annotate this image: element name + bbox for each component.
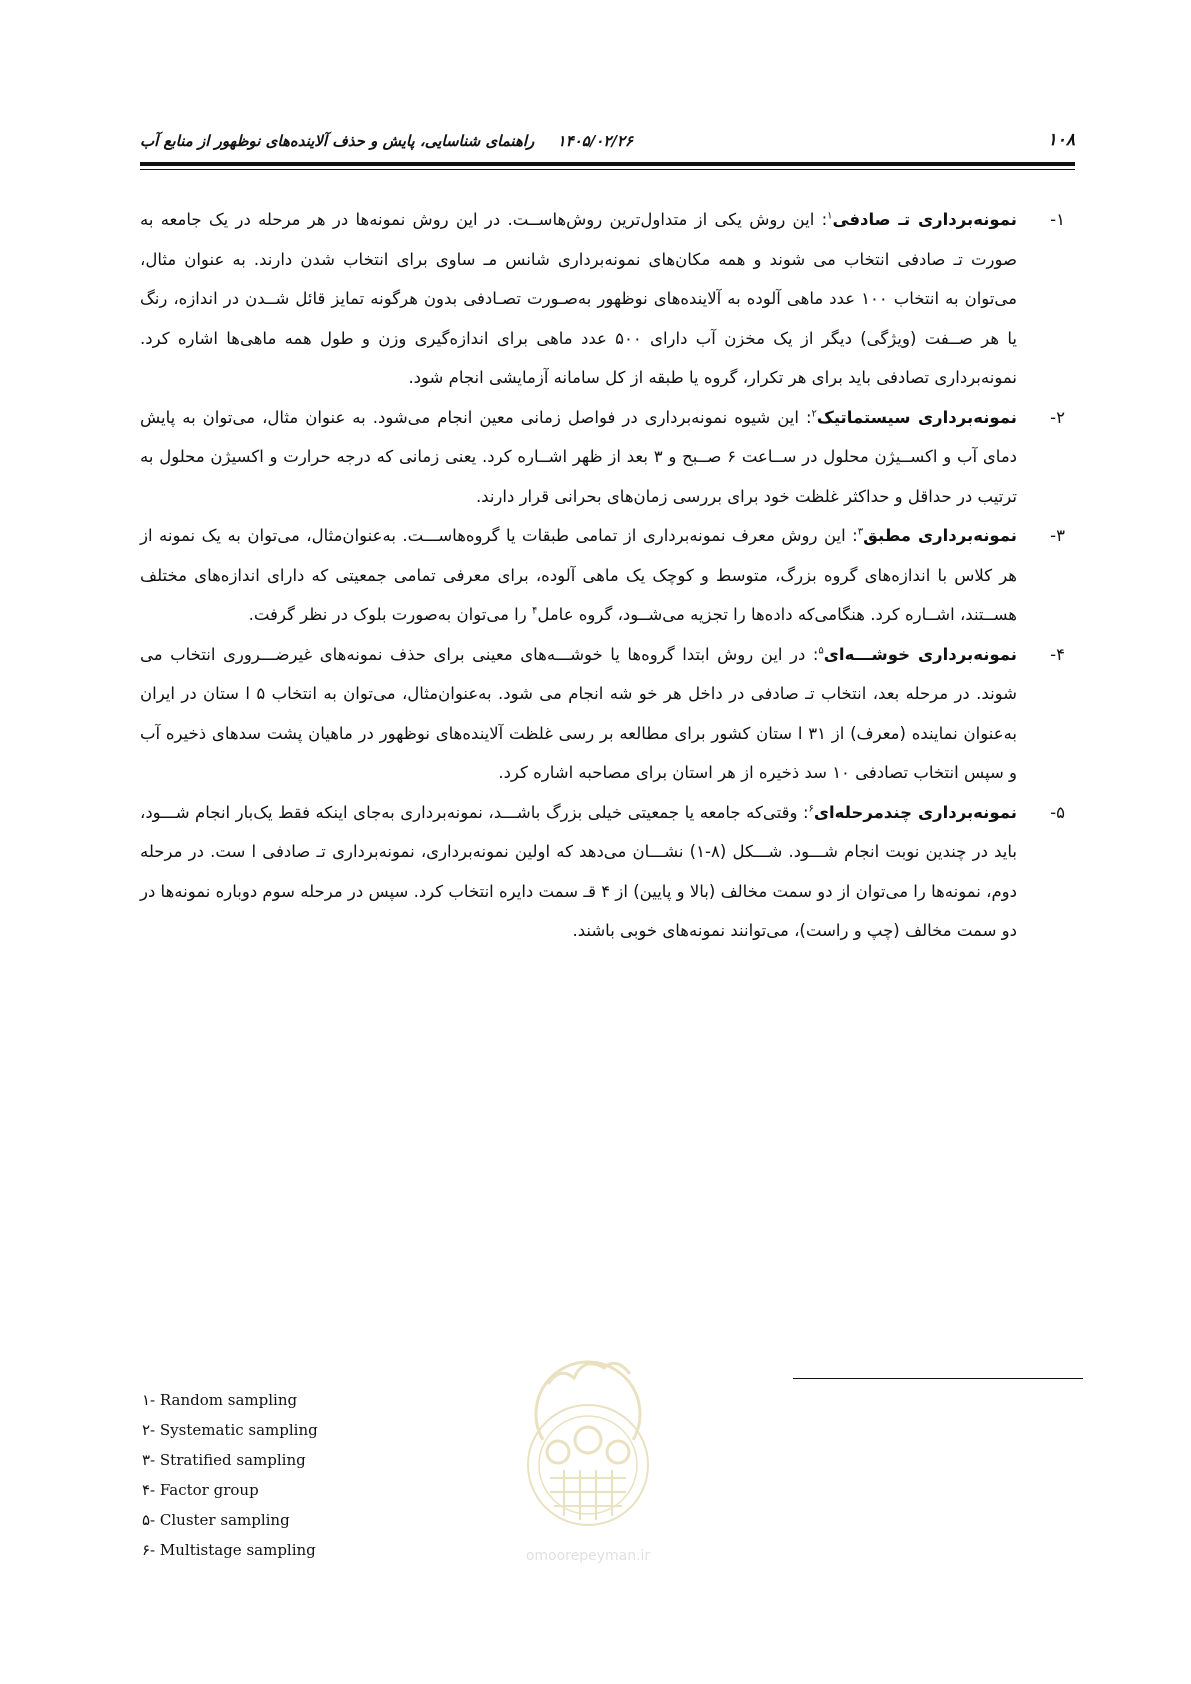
header-title-text: راهنمای شناسایی، پایش و حذف آلاینده‌های نوظهور از منابع آب [140,132,535,150]
item-number: ۵- [1050,802,1065,822]
footnote-item: ۴- Factor group [142,1481,259,1499]
item-number: ۴- [1050,644,1065,664]
list-item [140,398,1075,517]
item-number: ۳- [1050,526,1065,545]
list-item [140,516,1075,635]
footnote-ref: ۶ [808,803,814,814]
list-item [140,793,1075,951]
watermark [488,1340,688,1580]
footnotes [142,1385,318,1565]
header-rule-thin [140,169,1075,170]
item-term: نمونه‌برداری سیستماتیک [816,407,1017,427]
item-text: : در این روش ابتدا گروه‌ها یا خوشـــه‌های معینی برای حذف نمونه‌های غیرضـــروری انتخاب می شوند. در مرحله بعد، انتخاب تـ صادفی در داخل هر خو شه انجام می شود. به‌عنوان‌مثال، می‌توان به انتخاب ۵ ا ستان در ایران به‌عنوان نماینده (معرف) از ۳۱ ا ستان کشور برای مطالعه بر رسی غلظت آلاینده‌های نوظهور در ماهیان پشت سدهای ذخیره آب و سپس انتخاب تصادفی ۱۰ سد ذخیره از هر استان برای مصاحبه اشاره کرد. [140,644,1018,782]
item-term: نمونه‌برداری مطبق [863,526,1017,545]
main-content [140,200,1075,951]
footnote-ref: ۵ [818,645,824,656]
item-term: نمونه‌برداری خوشـــه‌ای [823,644,1017,664]
list-item [140,635,1075,793]
item-text: : این شیوه نمونه‌برداری در فواصل زمانی معین انجام می‌شود. به عنوان مثال، می‌توان به پایش دمای آب و اکســیژن محلول در ســاعت ۶ صــبح و ۳ بعد از ظهر اشــاره کرد. یعنی زمانی که درجه حرارت و اکسیژن محلول به ترتیب در حداقل و حداکثر غلظت خود برای بررسی زمان‌های بحرانی قرار دارند. [140,407,1018,506]
footnote-item: ۲- Systematic sampling [142,1421,318,1439]
item-text: : وقتی‌که جامعه یا جمعیتی خیلی بزرگ باشـــد، نمونه‌برداری به‌جای اینکه فقط یک‌بار انجام شـــود، باید در چندین نوبت انجام شـــود. شـــکل (۸-۱) نشـــان می‌دهد که اولین نمونه‌برداری، نمونه‌برداری تـ صادفی ا ست. در مرحله دوم، نمونه‌ها را می‌توان از دو سمت مخالف (بالا و پایین) از ۴ قـ سمت دایره انتخاب کرد. سپس در مرحله سوم دوباره نمونه‌ها در دو سمت مخالف (چپ و راست)، می‌توانند نمونه‌های خوبی باشند. [140,802,1017,940]
footnote-ref: ۲ [811,408,817,419]
item-number: ۲- [1050,407,1065,427]
footnote-item: ۵- Cluster sampling [142,1511,290,1529]
item-term: نمونه‌برداری چندمرحله‌ای [813,802,1017,822]
page-header [140,126,1075,166]
list-item [140,200,1075,398]
footnote-item: ۶- Multistage sampling [142,1541,316,1559]
footnote-rule [793,1378,1083,1379]
watermark-url: omoorepeyman.ir [525,1548,651,1564]
item-text-continued: را می‌توان به‌صورت بلوک در نظر گرفت. [248,605,532,624]
footnote-ref: ۱ [827,210,833,222]
footnote-item: ۳- Stratified sampling [142,1451,306,1469]
item-number: ۱- [1050,210,1065,229]
footnote-ref: ۴ [531,605,538,617]
item-text: : این روش معرف نمونه‌برداری از تمامی طبقات یا گروه‌هاســـت. به‌عنوان‌مثال، می‌توان به یک نمونه از هر کلاس با اندازه‌های گروه بزرگ، متوسط و کوچک یک ماهی آلوده، برای معرفی تمامی جمعیتی که دارای اندازه‌های مختلف هســتند، اشــاره کرد. هنگامی‌که داده‌ها را تجزیه می‌شــود، گروه عامل [140,526,1017,624]
header-rule-thick [140,162,1075,166]
footnote-item: ۱- Random sampling [142,1391,298,1409]
watermark-logo-icon [488,1340,688,1545]
item-text: : این روش یکی از متداول‌ترین روش‌هاســت. در این روش نمونه‌ها در هر مرحله در یک جامعه به صورت تـ صادفی انتخاب می شوند و همه مکان‌های نمونه‌برداری شانس مـ ساوی برای انتخاب شدن دارند. به عنوان مثال، می‌توان به انتخاب ۱۰۰ عدد ماهی آلوده به آلاینده‌های نوظهور به‌صـورت تصـادفی بدون هرگونه تمایز قائل شــدن در اندازه، رنگ یا هر صــفت (ویژگی) دیگر از یک مخزن آب دارای ۵۰۰ عدد ماهی برای اندازه‌گیری وزن و طول همه ماهی‌ها اشاره کرد. نمونه‌برداری تصادفی باید برای هر تکرار، گروه یا طبقه از کل سامانه آزمایشی انجام شود. [140,210,1018,387]
item-term: نمونه‌برداری تـ صادفی [832,210,1018,229]
footnote-ref: ۳ [857,526,864,538]
running-title [140,132,633,150]
header-date: ۱۴۰۵/۰۲/۲۶ [557,132,633,150]
page-number: ۱۰۸ [1047,130,1075,150]
